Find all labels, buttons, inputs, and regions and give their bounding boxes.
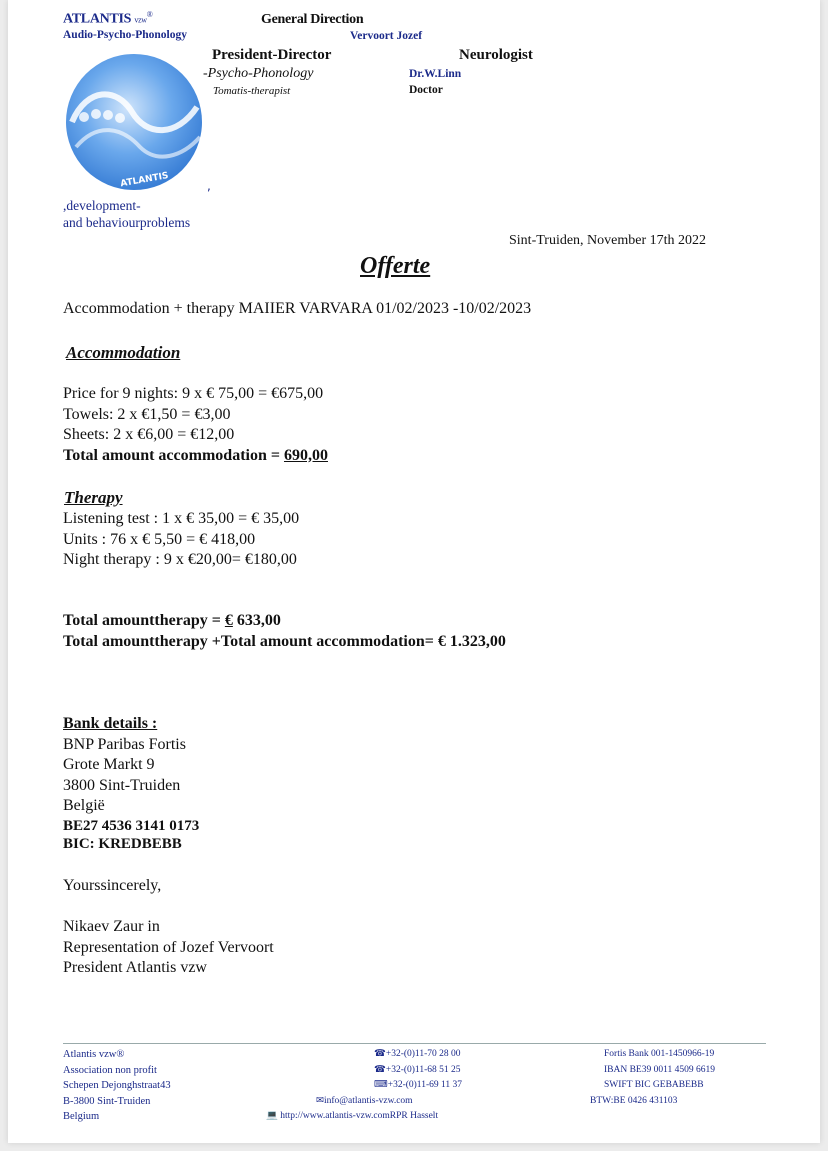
neurologist-title: Neurologist	[459, 47, 533, 63]
accommodation-line: Sheets: 2 x €6,00 = €12,00	[63, 426, 235, 443]
president-sub1: -Psycho-Phonology	[203, 66, 314, 81]
bank-line: België	[63, 797, 105, 814]
brand-suffix: vzw	[134, 15, 147, 25]
tagline-line1: ,development-	[63, 198, 141, 213]
therapy-total-currency: €	[224, 612, 233, 629]
therapy-heading: Therapy	[64, 488, 123, 507]
bank-iban: BE27 4536 3141 0173	[63, 817, 200, 834]
document-page	[8, 0, 820, 1143]
tagline	[63, 197, 190, 231]
footer-website: 💻 http://www.atlantis-vzw.comRPR Hasselt	[266, 1111, 439, 1121]
logo-text: ATLANTIS	[119, 171, 170, 190]
president-title: President-Director	[212, 47, 332, 63]
totals	[63, 611, 506, 652]
footer-line: Association non profit	[63, 1064, 157, 1076]
footer-phone: ☎+32-(0)11-68 51 25	[374, 1064, 461, 1075]
signature	[63, 917, 274, 979]
footer-divider	[63, 1043, 766, 1044]
therapy-line: Listening test : 1 x € 35,00 = € 35,00	[63, 510, 300, 527]
director-name: Vervoort Jozef	[350, 30, 423, 42]
logo-apostrophe: ,	[207, 179, 211, 193]
therapy-total	[63, 611, 506, 632]
signature-line: President Atlantis vzw	[63, 959, 207, 976]
signature-line: Representation of Jozef Vervoort	[63, 938, 274, 956]
footer-fax: ⌨+32-(0)11-69 11 37	[374, 1080, 463, 1090]
therapy-line: Units : 76 x € 5,50 = € 418,00	[63, 530, 256, 548]
accommodation-total-value: 690,00	[283, 446, 328, 464]
bank-line: BNP Paribas Fortis	[63, 735, 186, 753]
bank-line: Grote Markt 9	[63, 756, 155, 773]
bank-line: 3800 Sint-Truiden	[63, 776, 181, 794]
president-sub2: Tomatis-therapist	[213, 85, 291, 97]
therapy-total-value: 633,00	[232, 612, 281, 629]
therapy-total-label: Total amounttherapy =	[63, 612, 225, 629]
bank-details	[63, 714, 199, 853]
footer-line: Atlantis vzw®	[63, 1049, 125, 1060]
footer-line: B-3800 Sint-Truiden	[63, 1095, 151, 1107]
footer-phone: ☎+32-(0)11-70 28 00	[374, 1049, 461, 1059]
bank-heading: Bank details :	[63, 715, 158, 732]
atlantis-logo	[62, 52, 212, 197]
closing: Yourssincerely,	[63, 877, 162, 894]
footer-email: ✉info@atlantis-vzw.com	[316, 1095, 413, 1106]
footer-bank	[590, 1047, 715, 1109]
tagline-line2: and behaviourproblems	[63, 215, 191, 230]
accommodation-total	[63, 446, 328, 467]
neurologist-name: Dr.W.Linn	[409, 68, 462, 80]
brand-name	[63, 10, 153, 28]
brand-subtitle: Audio-Psycho-Phonology	[63, 29, 187, 41]
footer-line: Belgium	[63, 1111, 100, 1122]
brand-reg: ®	[146, 10, 153, 19]
footer-bank-line: SWIFT BIC GEBABEBB	[604, 1080, 704, 1090]
document-date: Sint-Truiden, November 17th 2022	[509, 233, 707, 248]
subject-line: Accommodation + therapy MAIIER VARVARA 01/02/2023 -10/02/2023	[63, 300, 532, 317]
accommodation-lines	[63, 384, 328, 466]
accommodation-total-label: Total amount accommodation =	[63, 446, 284, 464]
footer-address	[63, 1047, 171, 1125]
brand-name-text: ATLANTIS	[63, 11, 132, 27]
accommodation-line: Price for 9 nights: 9 x € 75,00 = €675,00	[63, 385, 324, 402]
grand-total: Total amounttherapy +Total amount accommodation= € 1.323,00	[63, 632, 506, 650]
document-title: Offerte	[360, 253, 431, 279]
therapy-line: Night therapy : 9 x €20,00= €180,00	[63, 551, 297, 568]
signature-line: Nikaev Zaur in	[63, 918, 160, 935]
neurologist-role: Doctor	[409, 84, 443, 96]
footer-bank-line: Fortis Bank 001-1450966-19	[604, 1049, 715, 1059]
accommodation-heading: Accommodation	[66, 343, 181, 362]
footer-bank-line: BTW:BE 0426 431103	[590, 1095, 678, 1106]
footer-line: Schepen Dejonghstraat43	[63, 1080, 171, 1091]
footer-contact	[266, 1047, 462, 1125]
therapy-lines	[63, 509, 299, 571]
general-direction: General Direction	[261, 12, 364, 27]
accommodation-line: Towels: 2 x €1,50 = €3,00	[63, 405, 231, 423]
bank-bic: BIC: KREDBEBB	[63, 835, 182, 852]
footer-bank-line: IBAN BE39 0011 4509 6619	[604, 1064, 716, 1075]
